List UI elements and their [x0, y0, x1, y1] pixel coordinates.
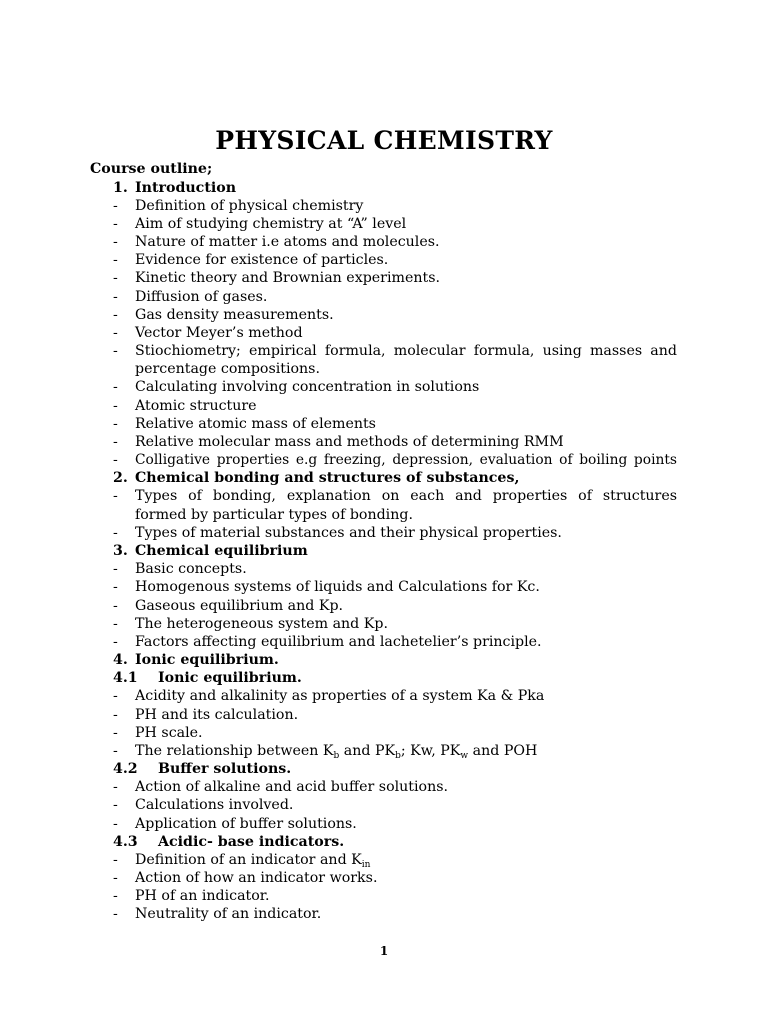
list-item: Types of bonding, explanation on each and properties of structures: [135, 488, 677, 504]
list-item: Nature of matter i.e atoms and molecules.: [135, 234, 440, 250]
bullet: -: [113, 216, 118, 232]
bullet: -: [113, 616, 118, 632]
list-item: Application of buffer solutions.: [135, 816, 357, 832]
kin-subscript: in: [361, 860, 371, 870]
list-item: Gas density measurements.: [135, 307, 334, 323]
list-item: PH scale.: [135, 725, 203, 741]
list-item: Relative atomic mass of elements: [135, 416, 376, 432]
kb-text-2: and PK: [339, 743, 396, 759]
section-2-number: 2.: [113, 470, 128, 486]
bullet: -: [113, 325, 118, 341]
list-item: Gaseous equilibrium and Kp.: [135, 598, 344, 614]
bullet: -: [113, 725, 118, 741]
bullet: -: [113, 579, 118, 595]
course-outline-label: Course outline;: [90, 161, 213, 177]
bullet: -: [113, 852, 118, 868]
bullet: -: [113, 816, 118, 832]
list-item: PH of an indicator.: [135, 888, 270, 904]
section-4-3-number: 4.3: [113, 834, 138, 850]
kb-subscript: b: [333, 751, 340, 761]
list-item-continuation: formed by particular types of bonding.: [135, 507, 413, 523]
bullet: -: [113, 379, 118, 395]
bullet: -: [113, 434, 118, 450]
list-item: Evidence for existence of particles.: [135, 252, 389, 268]
bullet: -: [113, 307, 118, 323]
list-item: Calculating involving concentration in solutions: [135, 379, 480, 395]
list-item-continuation: percentage compositions.: [135, 361, 320, 377]
list-item: Acidity and alkalinity as properties of a system Ka & Pka: [135, 688, 545, 704]
bullet: -: [113, 688, 118, 704]
section-3-number: 3.: [113, 543, 128, 559]
bullet: -: [113, 525, 118, 541]
section-1-heading: Introduction: [135, 180, 237, 196]
kb-text-3: ; Kw, PK: [400, 743, 461, 759]
list-item: Colligative properties e.g freezing, depression, evaluation of boiling points: [135, 452, 677, 468]
bullet: -: [113, 743, 118, 759]
list-item: Homogenous systems of liquids and Calculations for Kc.: [135, 579, 540, 595]
list-item: Basic concepts.: [135, 561, 247, 577]
list-item: Stiochiometry; empirical formula, molecular formula, using masses and: [135, 343, 677, 359]
list-item: Neutrality of an indicator.: [135, 906, 322, 922]
bullet: -: [113, 779, 118, 795]
pkb-subscript: b: [395, 751, 401, 761]
bullet: -: [113, 906, 118, 922]
bullet: -: [113, 398, 118, 414]
section-1-number: 1.: [113, 180, 128, 196]
list-item: Kinetic theory and Brownian experiments.: [135, 270, 440, 286]
section-4-number: 4.: [113, 652, 128, 668]
pkw-subscript: w: [460, 751, 469, 761]
list-item: Calculations involved.: [135, 797, 294, 813]
list-item: Action of how an indicator works.: [135, 870, 378, 886]
list-item: Action of alkaline and acid buffer solutions.: [135, 779, 449, 795]
bullet: -: [113, 561, 118, 577]
list-item: Definition of physical chemistry: [135, 198, 364, 214]
bullet: -: [113, 888, 118, 904]
list-item: Relative molecular mass and methods of determining RMM: [135, 434, 564, 450]
bullet: -: [113, 797, 118, 813]
list-item: Diffusion of gases.: [135, 289, 268, 305]
kb-text-1: The relationship between K: [135, 743, 334, 759]
list-item: Atomic structure: [135, 398, 257, 414]
bullet: -: [113, 870, 118, 886]
list-item: The heterogeneous system and Kp.: [135, 616, 388, 632]
kin-text: Definition of an indicator and K: [135, 852, 362, 868]
bullet: -: [113, 634, 118, 650]
bullet: -: [113, 488, 118, 504]
bullet: -: [113, 252, 118, 268]
bullet: -: [113, 234, 118, 250]
section-4-3-heading: Acidic- base indicators.: [158, 834, 345, 850]
section-4-1-heading: Ionic equilibrium.: [158, 670, 302, 686]
section-4-heading: Ionic equilibrium.: [135, 652, 279, 668]
bullet: -: [113, 416, 118, 432]
list-item: Vector Meyer’s method: [135, 325, 303, 341]
bullet: -: [113, 452, 118, 468]
section-4-2-heading: Buffer solutions.: [158, 761, 292, 777]
bullet: -: [113, 198, 118, 214]
kb-text-4: and POH: [468, 743, 538, 759]
bullet: -: [113, 270, 118, 286]
page-number: 1: [379, 944, 389, 958]
list-item: Aim of studying chemistry at “A” level: [135, 216, 407, 232]
section-4-2-number: 4.2: [113, 761, 138, 777]
bullet: -: [113, 343, 118, 359]
list-item: Types of material substances and their physical properties.: [135, 525, 562, 541]
bullet: -: [113, 707, 118, 723]
section-3-heading: Chemical equilibrium: [135, 543, 308, 559]
list-item: Factors affecting equilibrium and lachetelier’s principle.: [135, 634, 542, 650]
section-2-heading: Chemical bonding and structures of substances,: [135, 470, 520, 486]
bullet: -: [113, 598, 118, 614]
list-item: PH and its calculation.: [135, 707, 299, 723]
section-4-1-number: 4.1: [113, 670, 138, 686]
page-title: PHYSICAL CHEMISTRY: [215, 126, 553, 155]
bullet: -: [113, 289, 118, 305]
